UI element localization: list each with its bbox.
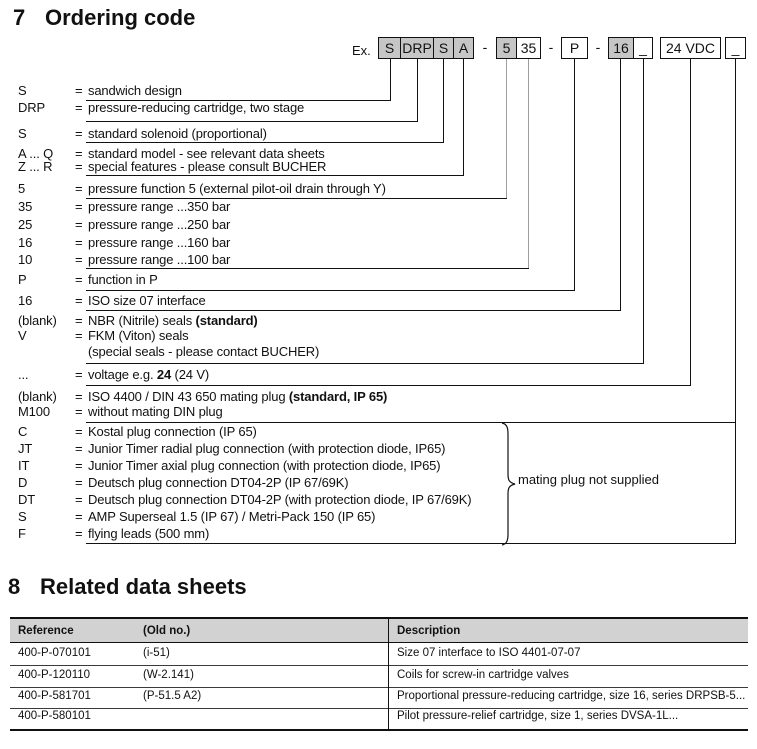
- equals-sign: =: [75, 235, 83, 250]
- legend-rule-line: [86, 290, 575, 291]
- legend-description: [88, 329, 189, 343]
- legend-code: Z ... R: [18, 159, 53, 174]
- equals-sign: =: [75, 509, 83, 524]
- legend-description: [88, 218, 230, 232]
- section-7-number: 7: [13, 5, 26, 30]
- table-header-description: Description: [397, 625, 461, 637]
- legend-description-segment: 24: [156, 367, 172, 382]
- table-column-divider: [388, 619, 389, 729]
- table-row-separator: [10, 665, 748, 666]
- legend-description: [88, 182, 386, 196]
- section-8-number: 8: [8, 574, 21, 599]
- section-8-title: Related data sheets: [40, 574, 247, 599]
- legend-description: [88, 160, 326, 174]
- legend-description-segment: (24 V): [171, 367, 210, 382]
- code-separator-dash: -: [482, 39, 488, 55]
- legend-description: [88, 405, 223, 419]
- legend-code: 16: [18, 235, 33, 250]
- legend-rule-line: [86, 363, 644, 364]
- table-cell: Pilot pressure-relief cartridge, size 1, series DVSA-1L...: [397, 710, 679, 722]
- legend-description: [88, 368, 209, 382]
- code-box-_: _: [633, 37, 653, 59]
- legend-code: P: [18, 272, 27, 287]
- code-separator-dash: -: [548, 39, 554, 55]
- equals-sign: =: [75, 159, 83, 174]
- legend-description: [88, 390, 387, 404]
- equals-sign: =: [75, 252, 83, 267]
- equals-sign: =: [75, 404, 83, 419]
- legend-rule-line: [86, 268, 529, 269]
- legend-description: [88, 253, 230, 267]
- legend-code: F: [18, 526, 26, 541]
- table-header-reference: Reference: [18, 625, 74, 637]
- table-cell: (W-2.141): [143, 669, 194, 681]
- legend-description-segment: standard solenoid (proportional): [88, 126, 267, 141]
- legend-description-segment: FKM (Viton) seals: [88, 328, 189, 343]
- legend-description-segment: (special seals - please contact BUCHER): [88, 344, 320, 359]
- legend-description-segment: Junior Timer axial plug connection (with protection diode, IP65): [88, 458, 441, 473]
- equals-sign: =: [75, 526, 83, 541]
- equals-sign: =: [75, 424, 83, 439]
- mating-plug-note: mating plug not supplied: [518, 472, 659, 487]
- table-cell: Size 07 interface to ISO 4401-07-07: [397, 647, 581, 659]
- table-cell: 400-P-580101: [18, 710, 91, 722]
- code-drop-line: [643, 59, 644, 363]
- related-data-sheets-table: [10, 617, 748, 731]
- legend-rule-line: [86, 543, 736, 544]
- table-cell: (i-51): [143, 647, 170, 659]
- legend-code: A ... Q: [18, 146, 54, 161]
- legend-description-segment: (standard): [195, 313, 258, 328]
- legend-code: S: [18, 83, 27, 98]
- table-cell: Coils for screw-in cartridge valves: [397, 669, 569, 681]
- equals-sign: =: [75, 313, 83, 328]
- legend-description-segment: Junior Timer radial plug connection (with protection diode, IP65): [88, 441, 446, 456]
- table-row-separator: [10, 708, 748, 709]
- code-drop-line: [620, 59, 621, 310]
- code-box-35: 35: [516, 37, 541, 59]
- equals-sign: =: [75, 441, 83, 456]
- legend-description: [88, 527, 209, 541]
- section-7-heading: [13, 5, 195, 31]
- equals-sign: =: [75, 126, 83, 141]
- legend-description-segment: Kostal plug connection (IP 65): [88, 424, 257, 439]
- equals-sign: =: [75, 100, 83, 115]
- equals-sign: =: [75, 83, 83, 98]
- legend-code: V: [18, 328, 27, 343]
- legend-description-segment: function in P: [88, 272, 158, 287]
- legend-code: IT: [18, 458, 30, 473]
- legend-description-segment: voltage e.g.: [88, 367, 157, 382]
- legend-description-segment: (standard, IP 65): [288, 389, 388, 404]
- equals-sign: =: [75, 367, 83, 382]
- code-drop-line: [735, 59, 736, 543]
- legend-description: [88, 127, 267, 141]
- legend-code: ...: [18, 367, 29, 382]
- legend-description: [88, 425, 257, 439]
- legend-code: 25: [18, 217, 33, 232]
- legend-code: S: [18, 126, 27, 141]
- table-header-oldno: (Old no.): [143, 625, 191, 637]
- table-cell: 400-P-120110: [18, 669, 91, 681]
- legend-description-segment: pressure function 5 (external pilot-oil drain through Y): [88, 181, 386, 196]
- legend-description: [88, 294, 206, 308]
- legend-rule-line: [86, 175, 464, 176]
- table-header-row: [10, 619, 748, 643]
- equals-sign: =: [75, 293, 83, 308]
- legend-description: [88, 476, 348, 490]
- legend-description-segment: pressure-reducing cartridge, two stage: [88, 100, 305, 115]
- legend-code: (blank): [18, 389, 57, 404]
- legend-description: [88, 510, 375, 524]
- legend-rule-line: [86, 142, 444, 143]
- legend-description: [88, 442, 445, 456]
- code-drop-line: [463, 59, 464, 175]
- table-cell: 400-P-581701: [18, 690, 91, 702]
- legend-description-segment: ISO 4400 / DIN 43 650 mating plug: [88, 389, 289, 404]
- legend-code: JT: [18, 441, 33, 456]
- legend-code: C: [18, 424, 28, 439]
- code-drop-line: [443, 59, 444, 142]
- legend-description: [88, 236, 230, 250]
- table-cell: Proportional pressure-reducing cartridge, size 16, series DRPSB-5...: [397, 690, 746, 702]
- legend-code: D: [18, 475, 28, 490]
- code-box-5: 5: [496, 37, 517, 59]
- equals-sign: =: [75, 475, 83, 490]
- code-box-a: A: [453, 37, 474, 59]
- legend-description-segment: ISO size 07 interface: [88, 293, 206, 308]
- legend-description: [88, 84, 182, 98]
- legend-rule-line: [86, 385, 691, 386]
- legend-rule-line: [86, 422, 736, 423]
- legend-code: 10: [18, 252, 33, 267]
- equals-sign: =: [75, 272, 83, 287]
- equals-sign: =: [75, 217, 83, 232]
- legend-code: M100: [18, 404, 50, 419]
- code-box-drp: DRP: [400, 37, 434, 59]
- equals-sign: =: [75, 389, 83, 404]
- code-drop-line: [506, 59, 507, 198]
- legend-description-segment: pressure range ...100 bar: [88, 252, 231, 267]
- table-cell: (P-51.5 A2): [143, 690, 202, 702]
- example-label: Ex.: [352, 43, 371, 58]
- code-drop-line: [417, 59, 418, 121]
- legend-description: [88, 200, 230, 214]
- legend-description-segment: AMP Superseal 1.5 (IP 67) / Metri-Pack 150 (IP 65): [88, 509, 376, 524]
- code-box-s: S: [433, 37, 454, 59]
- section-8-heading: [8, 574, 247, 600]
- equals-sign: =: [75, 199, 83, 214]
- legend-description: [88, 493, 471, 507]
- legend-description: [88, 314, 258, 328]
- legend-code: S: [18, 509, 27, 524]
- legend-description: [88, 101, 304, 115]
- code-drop-line: [528, 59, 529, 268]
- legend-description-segment: Deutsch plug connection DT04-2P (IP 67/69K): [88, 475, 349, 490]
- legend-description-segment: pressure range ...160 bar: [88, 235, 231, 250]
- legend-code: 35: [18, 199, 33, 214]
- legend-code: 16: [18, 293, 33, 308]
- section-7-title: Ordering code: [45, 5, 196, 30]
- legend-code: 5: [18, 181, 26, 196]
- code-box-24-vdc: 24 VDC: [660, 37, 721, 59]
- legend-description-segment: standard model - see relevant data sheets: [88, 146, 325, 161]
- code-drop-line: [690, 59, 691, 385]
- code-box-16: 16: [608, 37, 634, 59]
- legend-rule-line: [86, 310, 621, 311]
- legend-code: DT: [18, 492, 36, 507]
- legend-description-segment: Deutsch plug connection DT04-2P (with protection diode, IP 67/69K): [88, 492, 472, 507]
- code-drop-line: [390, 59, 391, 100]
- legend-description: [88, 345, 319, 359]
- legend-code: DRP: [18, 100, 45, 115]
- legend-description-segment: pressure range ...350 bar: [88, 199, 231, 214]
- legend-description: [88, 273, 158, 287]
- code-box-p: P: [561, 37, 588, 59]
- equals-sign: =: [75, 492, 83, 507]
- equals-sign: =: [75, 181, 83, 196]
- code-drop-line: [574, 59, 575, 290]
- legend-rule-line: [86, 121, 418, 122]
- legend-description-segment: pressure range ...250 bar: [88, 217, 231, 232]
- legend-description-segment: without mating DIN plug: [88, 404, 223, 419]
- legend-code: (blank): [18, 313, 57, 328]
- legend-description-segment: special features - please consult BUCHER: [88, 159, 327, 174]
- legend-description-segment: NBR (Nitrile) seals: [88, 313, 196, 328]
- table-row-separator: [10, 687, 748, 688]
- legend-description-segment: sandwich design: [88, 83, 182, 98]
- code-box-_: _: [725, 37, 746, 59]
- legend-description-segment: flying leads (500 mm): [88, 526, 210, 541]
- equals-sign: =: [75, 146, 83, 161]
- table-cell: 400-P-070101: [18, 647, 91, 659]
- legend-description: [88, 459, 440, 473]
- code-separator-dash: -: [595, 39, 601, 55]
- equals-sign: =: [75, 328, 83, 343]
- equals-sign: =: [75, 458, 83, 473]
- code-box-s: S: [378, 37, 401, 59]
